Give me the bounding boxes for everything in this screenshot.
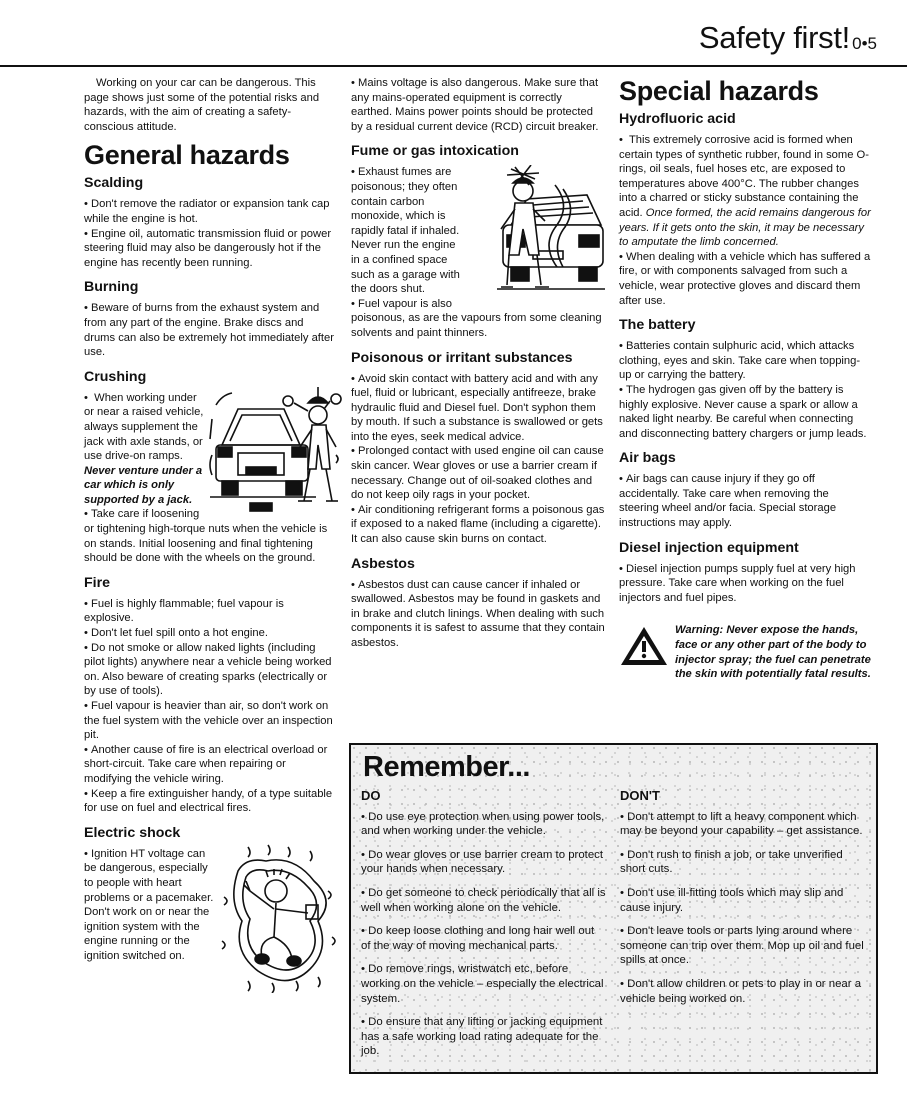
- scalding-bullet: • Engine oil, automatic transmission fluid or power steering fluid may also be dangerously hot if the engine has recently been running.: [84, 227, 336, 271]
- dont-heading: DON'T: [620, 788, 660, 803]
- fire-bullet: • Fuel vapour is heavier than air, so don't work on the fuel system with the vehicle over an inspection pit.: [84, 699, 336, 743]
- crushing-heading: Crushing: [84, 368, 147, 385]
- dont-item: • Don't attempt to lift a heavy component which may be beyond your capability – get assistance.: [620, 810, 868, 839]
- burning-bullet: • Beware of burns from the exhaust system and from any part of the engine. Brake discs and drums can also be extremely hot immediately after use.: [84, 301, 336, 359]
- do-item: • Do wear gloves or use barrier cream to protect your hands when necessary.: [361, 848, 606, 877]
- airbags-bullet: • Air bags can cause injury if they go off accidentally. Take care when removing the steering wheel and/or facia. Special storage instructions may apply.: [619, 472, 871, 530]
- airbags-heading: Air bags: [619, 450, 676, 467]
- hydrofluoric-bullet: • When dealing with a vehicle which has suffered a fire, or with components salvaged from such a vehicle, wear protective gloves and discard them after use.: [619, 250, 871, 308]
- poisonous-bullet: • Prolonged contact with used engine oil can cause skin cancer. Wear gloves or use a barrier cream if necessary. Change out of oil-soaked clothes and do not keep oily rags in your pocket.: [351, 444, 605, 502]
- dont-list: [620, 789, 868, 1015]
- do-item: • Do ensure that any lifting or jacking equipment has a safe working load rating adequate for the job.: [361, 1015, 606, 1059]
- diesel-bullet: • Diesel injection pumps supply fuel at very high pressure. Take care when working on the fuel injectors and fuel pipes.: [619, 562, 871, 606]
- header-rule: [0, 65, 907, 67]
- poisonous-bullet: • Air conditioning refrigerant forms a poisonous gas if exposed to a naked flame (including a cigarette). It can also cause skin burns on contact.: [351, 503, 605, 547]
- hydrofluoric-bullet: [619, 133, 871, 250]
- fire-bullet: • Don't let fuel spill onto a hot engine.: [84, 626, 336, 641]
- warning-text: Warning: Never expose the hands, face or any other part of the body to injector spray; the fuel can penetrate the skin with potentially fatal results.: [675, 624, 871, 681]
- battery-bullet: • Batteries contain sulphuric acid, which attacks clothing, eyes and skin. Take care when topping-up or carrying the battery.: [619, 339, 871, 383]
- do-item: • Do use eye protection when using power tools, and when working under the vehicle.: [361, 810, 606, 839]
- battery-heading: The battery: [619, 317, 696, 334]
- electrocuted-man-icon: [218, 841, 342, 993]
- hydrofluoric-heading: Hydrofluoric acid: [619, 111, 736, 127]
- fume-bullet: • Exhaust fumes are poisonous; they often contain carbon monoxide, which is rapidly fatal if inhaled. Never run the engine in a confined space such as a garage with the doors shut.: [351, 165, 605, 296]
- electric-shock-bullet: • Ignition HT voltage can be dangerous, especially to people with heart problems or a pacemaker. Don't work on or near the ignition system with the engine running or the ignition switched on.: [84, 847, 336, 964]
- do-item: • Do remove rings, wristwatch etc, before working on the vehicle – especially the electrical system.: [361, 962, 606, 1006]
- page-title: Safety first!: [698, 20, 850, 55]
- fire-heading: Fire: [84, 574, 111, 591]
- right-column: [619, 76, 871, 682]
- asbestos-bullet: • Asbestos dust can cause cancer if inhaled or swallowed. Asbestos may be found in gaskets and in brake and clutch linings. When dealing with such components it is safest to assume that they contain asbestos.: [351, 578, 605, 651]
- do-item: • Do keep loose clothing and long hair well out of the way of moving mechanical parts.: [361, 924, 606, 953]
- poisonous-heading: Poisonous or irritant substances: [351, 349, 573, 366]
- electric-shock-heading: Electric shock: [84, 824, 181, 841]
- crushing-bullet-text: When working under or near a raised vehicle, always supplement the jack with axle stands, or use drive-on ramps.: [84, 391, 204, 463]
- dont-item: • Don't allow children or pets to play in or near a vehicle being worked on.: [620, 977, 868, 1006]
- left-column: [84, 76, 336, 993]
- crushing-warning-emphasis: Never venture under a car which is only supported by a jack.: [84, 464, 203, 506]
- scalding-bullet: • Don't remove the radiator or expansion tank cap while the engine is hot.: [84, 197, 336, 226]
- do-list: [361, 789, 606, 1068]
- battery-bullet: • The hydrogen gas given off by the battery is highly explosive. Never cause a spark or allow a naked light nearby. Be careful when connecting and disconnecting battery chargers or jump leads.: [619, 383, 871, 441]
- fire-bullet: • Fuel is highly flammable; fuel vapour is explosive.: [84, 597, 336, 626]
- warning-triangle-icon: [619, 625, 669, 667]
- man-with-exhaust-fumes-icon: [471, 165, 605, 299]
- crushing-bullet: • Take care if loosening or tightening high-torque nuts when the vehicle is on stands. Initial loosening and final tightening should be done with the wheels on the ground.: [84, 507, 336, 565]
- page-header: [0, 0, 907, 66]
- diesel-heading: Diesel injection equipment: [619, 539, 799, 556]
- dont-item: • Don't leave tools or parts lying around where someone can trip over them. Mop up oil and fuel spills at once.: [620, 924, 868, 968]
- mains-voltage-bullet: • Mains voltage is also dangerous. Make sure that any mains-operated equipment is correctly earthed. Mains power points should be protected by a residual current device (RCD) circuit breaker.: [351, 76, 605, 134]
- burning-heading: Burning: [84, 279, 139, 296]
- dont-item: • Don't use ill-fitting tools which may slip and cause injury.: [620, 886, 868, 915]
- do-item: • Do get someone to check periodically that all is well when working alone on the vehicle.: [361, 886, 606, 915]
- fume-heading: Fume or gas intoxication: [351, 143, 519, 160]
- dont-item: • Don't rush to finish a job, or take unverified short cuts.: [620, 848, 868, 877]
- scalding-heading: Scalding: [84, 175, 144, 192]
- man-with-raised-car-icon: [208, 385, 342, 519]
- general-hazards-heading: General hazards: [84, 140, 290, 171]
- asbestos-heading: Asbestos: [351, 555, 415, 572]
- fire-bullet: • Keep a fire extinguisher handy, of a type suitable for use on fuel and electrical fires.: [84, 787, 336, 816]
- warning-note: [619, 623, 871, 681]
- page-number: 0•5: [852, 34, 877, 53]
- special-hazards-heading: Special hazards: [619, 76, 819, 106]
- remember-box: [349, 743, 878, 1074]
- fire-bullet: • Do not smoke or allow naked lights (including pilot lights) anywhere near a vehicle being worked on. Also beware of creating sparks (electrically or by use of tools).: [84, 641, 336, 699]
- poisonous-bullet: • Avoid skin contact with battery acid and with any fuel, fluid or lubricant, especially antifreeze, brake hydraulic fluid and Diesel fuel. Don't syphon them by mouth. If such a substance is swallowed or gets into the eyes, seek medical advice.: [351, 372, 605, 445]
- fume-bullet: • Fuel vapour is also poisonous, as are the vapours from some cleaning solvents and paint thinners.: [351, 297, 605, 341]
- do-heading: DO: [361, 788, 381, 803]
- intro-text: Working on your car can be dangerous. This page shows just some of the potential risks and hazards, with the aim of creating a safety-conscious attitude.: [84, 77, 320, 133]
- middle-column: [351, 76, 605, 651]
- hydrofluoric-bullet-text: This extremely corrosive acid is formed when certain types of synthetic rubber, found in some O-rings, oil seals, fuel hoses etc, are exposed to temperatures above 400°C. The rubber changes into a charred or sticky substance containing the acid.: [619, 134, 869, 219]
- remember-title: Remember...: [363, 751, 530, 783]
- hydrofluoric-bullet-italic: Once formed, the acid remains dangerous for years. If it gets onto the skin, it may be necessary to amputate the limb concerned.: [619, 206, 871, 249]
- fire-bullet: • Another cause of fire is an electrical overload or short-circuit. Take care when repairing or modifying the vehicle wiring.: [84, 743, 336, 787]
